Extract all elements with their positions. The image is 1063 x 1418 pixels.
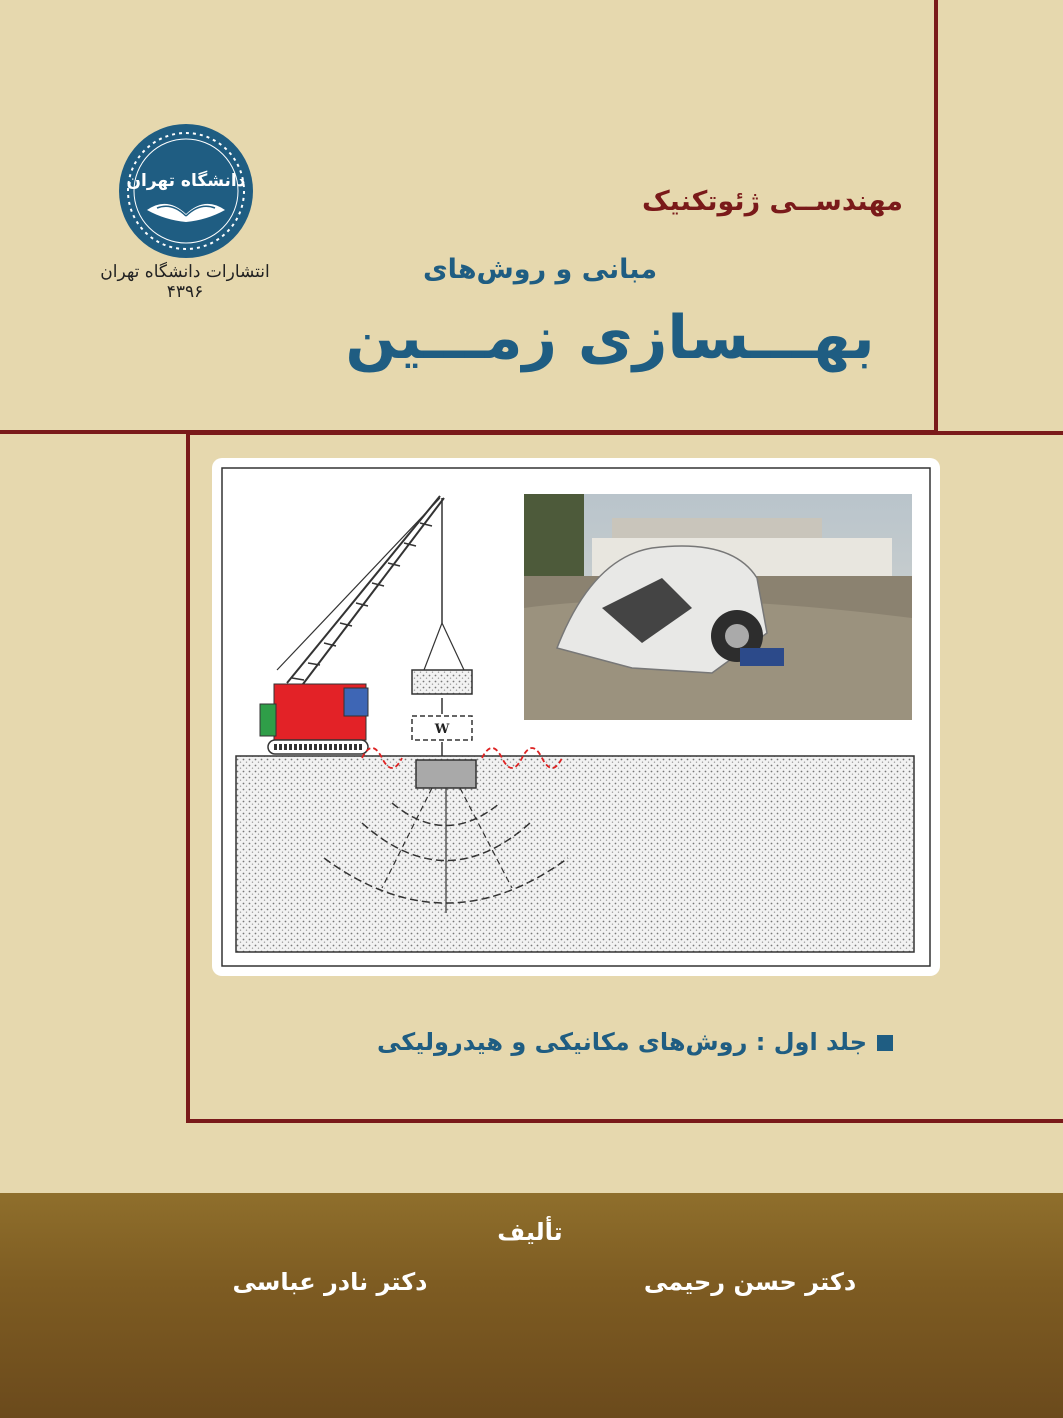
publisher-name: انتشارات دانشگاه تهران: [100, 262, 270, 282]
volume-text: جلد اول : روش‌های مکانیکی و هیدرولیکی: [376, 1028, 867, 1056]
bullet-square-icon: [877, 1035, 893, 1051]
seal-text: دانشگاه تهران: [126, 171, 246, 191]
book-title: بهـــسازی زمـــین: [345, 303, 875, 373]
weight-label: W: [434, 722, 450, 737]
publisher-number: ۴۳۹۶: [166, 282, 204, 302]
liquefaction-photo: [524, 494, 912, 720]
author-1: دکتر حسن رحیمی: [643, 1268, 857, 1296]
cover-illustration: [212, 458, 940, 976]
publisher-block: [95, 262, 275, 302]
university-seal-icon: [117, 122, 255, 260]
book-subtitle: مبانی و روش‌های: [422, 254, 658, 285]
volume-label: [377, 1028, 893, 1056]
series-title: مهندســی ژئوتکنیک: [641, 186, 903, 217]
author-2: دکتر نادر عباسی: [232, 1268, 428, 1296]
authored-label: تألیف: [497, 1218, 563, 1246]
soil-diagram: [236, 748, 914, 952]
